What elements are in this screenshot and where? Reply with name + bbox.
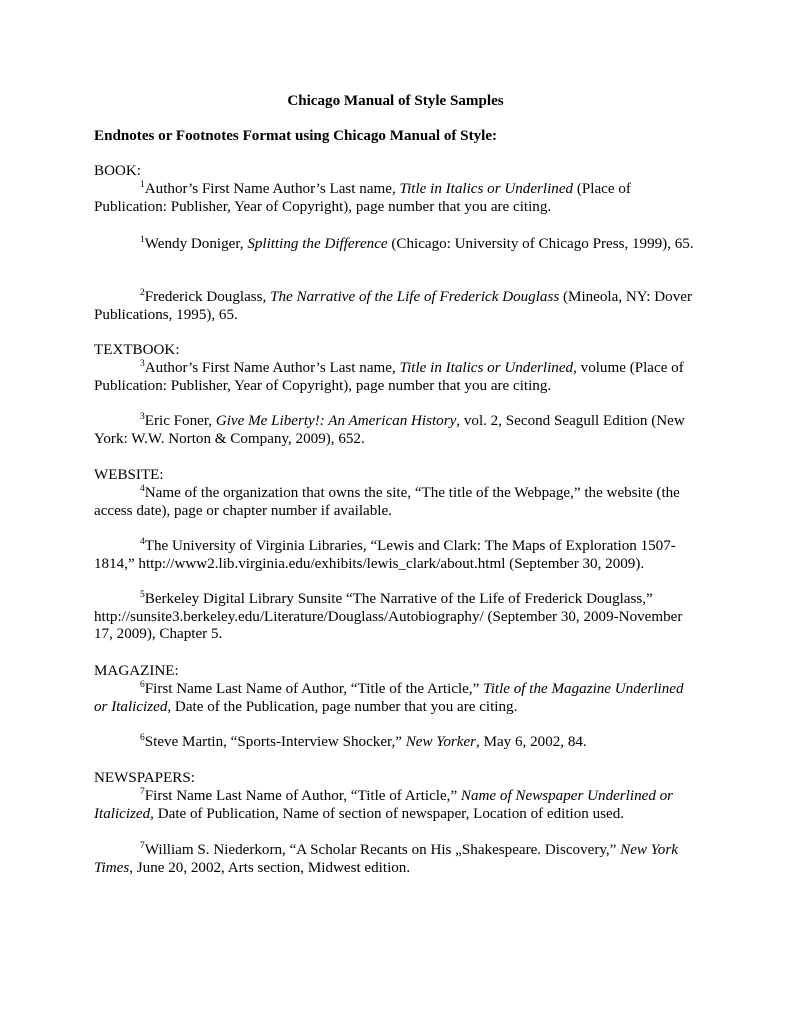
entry-text: Frederick Douglass,: [144, 289, 271, 305]
magazine-example-entry: [94, 734, 700, 752]
footnote-number: 2: [140, 288, 145, 298]
footnote-number: 4: [140, 537, 145, 547]
entry-text: (Chicago: University of Chicago Press, 1999), 65.: [387, 236, 694, 252]
section-heading-website: WEBSITE:: [94, 467, 164, 483]
section-heading-textbook: TEXTBOOK:: [94, 342, 180, 358]
footnote-number: 1: [140, 235, 145, 245]
entry-text: (Mineola, NY: Dover Publications, 1995), 65.: [94, 289, 692, 323]
entry-text: Author’s First Name Author’s Last name,: [144, 181, 400, 197]
page-subtitle: Endnotes or Footnotes Format using Chicago Manual of Style:: [94, 128, 498, 144]
textbook-format-entry: [94, 360, 700, 395]
textbook-example-entry: [94, 413, 700, 448]
entry-text: First Name Last Name of Author, “Title of the Article,”: [144, 681, 484, 697]
book-example-entry: [94, 236, 700, 254]
section-heading-newspapers: NEWSPAPERS:: [94, 770, 195, 786]
entry-italic-text: Splitting the Difference: [247, 236, 388, 252]
entry-text: William S. Niederkorn, “A Scholar Recants on His „Shakespeare. Discovery,”: [144, 842, 621, 858]
entry-text: , June 20, 2002, Arts section, Midwest edition.: [129, 859, 411, 876]
footnote-number: 7: [140, 787, 145, 797]
entry-text: Author’s First Name Author’s Last name,: [144, 360, 400, 376]
website-example-entry: [94, 591, 700, 644]
footnote-number: 6: [140, 680, 145, 690]
section-heading-book: BOOK:: [94, 163, 141, 179]
entry-italic-text: New York Times: [94, 842, 678, 876]
entry-text: , vol. 2, Second Seagull Edition (New York: W.W. Norton & Company, 2009), 652.: [94, 413, 685, 447]
entry-text: , Date of Publication, Name of section of newspaper, Location of edition used.: [150, 805, 625, 822]
entry-text: First Name Last Name of Author, “Title of Article,”: [144, 788, 461, 804]
entry-italic-text: Give Me Liberty!: An American History: [215, 413, 457, 429]
section-heading-magazine: MAGAZINE:: [94, 663, 179, 679]
book-example-entry: [94, 289, 700, 324]
footnote-number: 6: [140, 733, 145, 743]
entry-text: , Date of the Publication, page number that you are citing.: [167, 698, 518, 715]
footnote-number: 3: [140, 412, 145, 422]
entry-text: Eric Foner,: [144, 413, 216, 429]
entry-text: The University of Virginia Libraries, “Lewis and Clark: The Maps of Exploration 1507-1814,” http://www2.lib.virginia.edu/exhibits/lewis_clark/about.html (September 30, 2009).: [94, 538, 676, 572]
entry-text: , volume (Place of Publication: Publisher, Year of Copyright), page number that you are citing.: [94, 360, 684, 394]
newspapers-format-entry: [94, 788, 700, 823]
book-format-entry: [94, 181, 700, 216]
footnote-number: 7: [140, 841, 145, 851]
entry-italic-text: New Yorker: [405, 734, 477, 750]
entry-italic-text: Title in Italics or Underlined: [399, 181, 574, 197]
footnote-number: 5: [140, 590, 145, 600]
entry-text: Steve Martin, “Sports-Interview Shocker,”: [144, 734, 406, 750]
entry-text: , May 6, 2002, 84.: [476, 734, 587, 750]
entry-italic-text: Title in Italics or Underlined: [399, 360, 574, 376]
footnote-number: 4: [140, 484, 145, 494]
entry-text: Wendy Doniger,: [144, 236, 248, 252]
entry-italic-text: Title of the Magazine Underlined or Italicized: [94, 681, 684, 715]
website-format-entry: [94, 485, 700, 520]
entry-italic-text: Name of Newspaper Underlined or Italicized: [94, 788, 674, 822]
magazine-format-entry: [94, 681, 700, 716]
entry-text: Name of the organization that owns the site, “The title of the Webpage,” the website (the access date), page or chapter number if available.: [94, 485, 680, 519]
page-title: Chicago Manual of Style Samples: [287, 93, 504, 109]
entry-text: (Place of Publication: Publisher, Year of Copyright), page number that you are citing.: [94, 181, 631, 215]
entry-text: Berkeley Digital Library Sunsite “The Narrative of the Life of Frederick Douglass,” http://sunsite3.berkeley.edu/Literature/Douglass/Autobiography/ (September 30, 2009-November 17, 2009), Chapter 5.: [94, 591, 683, 643]
newspapers-example-entry: [94, 842, 700, 877]
entry-italic-text: The Narrative of the Life of Frederick Douglass: [270, 289, 560, 305]
website-example-entry: [94, 538, 700, 573]
footnote-number: 1: [140, 180, 145, 190]
footnote-number: 3: [140, 359, 145, 369]
